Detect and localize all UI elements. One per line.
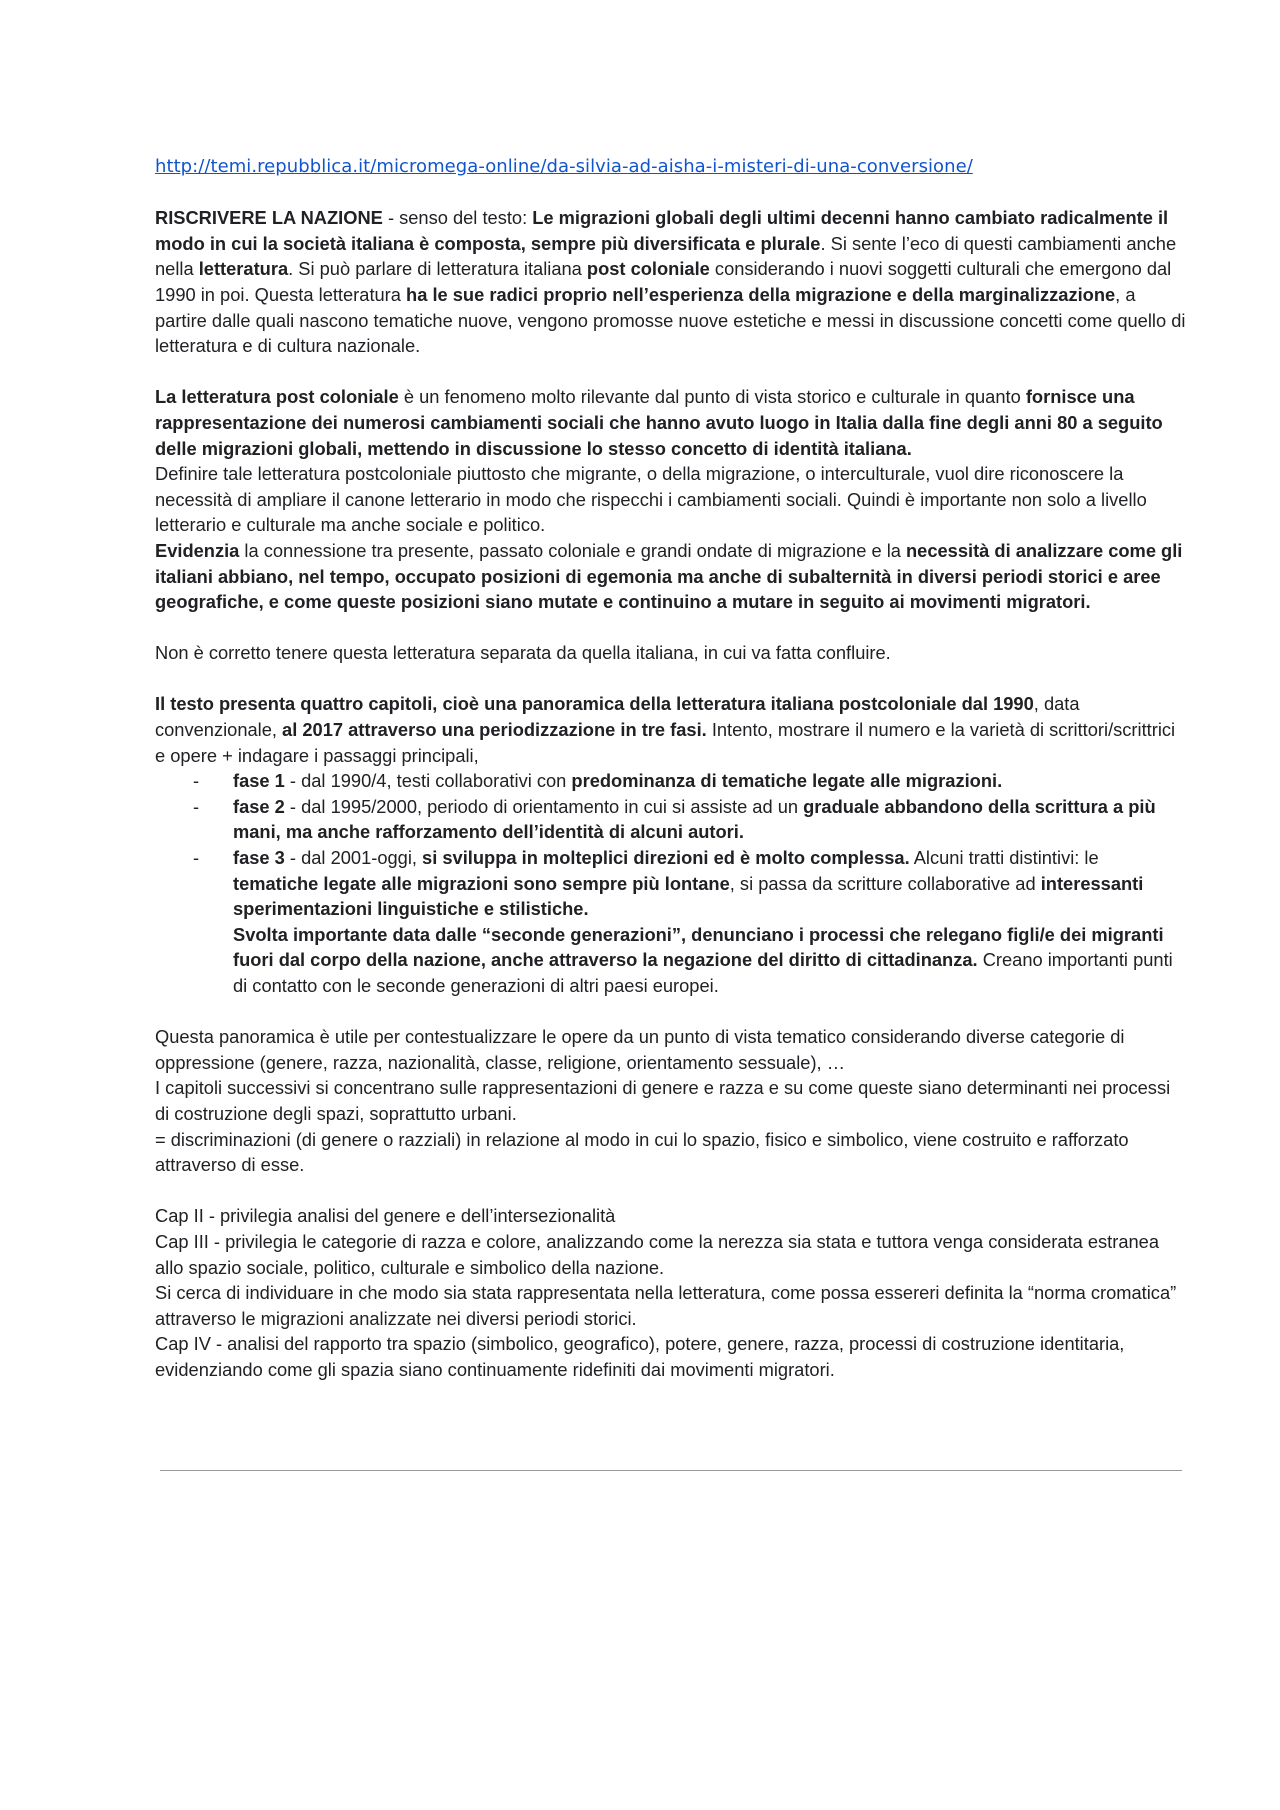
paragraph-evidenzia: Evidenzia la connessione tra presente, passato coloniale e grandi ondate di migrazione e la necessità di analizzare come gli italiani abbiano, nel tempo, occupato posizioni di egemonia ma anche di subalternità in diversi periodi storici e aree geografiche, e come queste posizioni siano mutate e continuino a mutare in seguito ai movimenti migratori. <box>155 539 1183 613</box>
list-item: - fase 2 - dal 1995/2000, periodo di orientamento in cui si assiste ad un graduale abbandono della scrittura a più mani, ma anche rafforzamento dell’identità di alcuni autori. <box>193 795 1156 843</box>
paragraph-riscrivere: RISCRIVERE LA NAZIONE - senso del testo: Le migrazioni globali degli ultimi decenni hanno cambiato radicalmente il modo in cui la società italiana è composta, sempre più diversificata e plurale. Si sente l’eco di questi cambiamenti anche nella letteratura. Si può parlare di letteratura italiana post coloniale considerando i nuovi soggetti culturali che emergono dal 1990 in poi. Questa letteratura ha le sue radici proprio nell’esperienza della migrazione e della marginalizzazione, a partire dalle quali nascono tematiche nuove, vengono promosse nuove estetiche e messi in discussione concetti come quello di letteratura e di cultura nazionale. <box>155 207 1186 357</box>
paragraph-norma-cromatica: Si cerca di individuare in che modo sia stata rappresentata nella letteratura, come possa essereri definita la “norma cromatica” attraverso le migrazioni analizzate nei diversi periodi storici. <box>155 1282 1177 1329</box>
paragraph-panoramica: Questa panoramica è utile per contestualizzare le opere da un punto di vista tematico considerando diverse categorie di oppressione (genere, razza, nazionalità, classe, religione, orientamento sessuale), … <box>155 1026 1125 1073</box>
paragraph-cap4: Cap IV - analisi del rapporto tra spazio (simbolico, geografico), potere, genere, razza, processi di costruzione identitaria, evidenziando come gli spazia siano continuamente ridefiniti dai movimenti migratori. <box>155 1333 1125 1380</box>
paragraph-postcoloniale: La letteratura post coloniale è un fenomeno molto rilevante dal punto di vista storico e culturale in quanto fornisce una rappresentazione dei numerosi cambiamenti sociali che hanno avuto luogo in Italia dalla fine degli anni 80 a seguito delle migrazioni globali, mettendo in discussione lo stesso concetto di identità italiana. <box>155 386 1163 459</box>
phases-list <box>155 768 1187 998</box>
paragraph-cap2: Cap II - privilegia analisi del genere e dell’intersezionalità <box>155 1205 616 1227</box>
paragraph-definire: Definire tale letteratura postcoloniale piuttosto che migrante, o della migrazione, o interculturale, vuol dire riconoscere la necessità di ampliare il canone letterario in modo che rispecchi i cambiamenti sociali. Quindi è importante non solo a livello letterario e culturale ma anche sociale e politico. <box>155 463 1147 536</box>
paragraph-non-corretto: Non è corretto tenere questa letteratura separata da quella italiana, in cui va fatta confluire. <box>155 642 891 664</box>
document-body <box>155 154 1187 1383</box>
paragraph-testo-presenta: Il testo presenta quattro capitoli, cioè una panoramica della letteratura italiana postcoloniale dal 1990, data convenzionale, al 2017 attraverso una periodizzazione in tre fasi. Intento, mostrare il numero e la varietà di scrittori/scrittrici e opere + indagare i passaggi principali, <box>155 693 1176 766</box>
bullet-dash: - <box>193 847 200 869</box>
paragraph-discriminazioni: = discriminazioni (di genere o razziali) in relazione al modo in cui lo spazio, fisico e simbolico, viene costruito e rafforzato attraverso di esse. <box>155 1128 1129 1176</box>
bullet-dash: - <box>193 795 200 817</box>
horizontal-divider <box>160 1470 1182 1471</box>
list-item: - fase 1 - dal 1990/4, testi collaborativi con predominanza di tematiche legate alle migrazioni. <box>155 768 1187 794</box>
section-title: RISCRIVERE LA NAZIONE <box>155 207 383 229</box>
bullet-dash: - <box>193 770 200 792</box>
list-item: - fase 3 - dal 2001-oggi, si sviluppa in molteplici direzioni ed è molto complessa. Alcuni tratti distintivi: le tematiche legate alle migrazioni sono sempre più lontane, si passa da scritture collaborative ad interessanti sperimentazioni linguistiche e stilistiche. Svolta importante data dalle “seconde generazioni”, denunciano i processi che relegano figli/e dei migranti fuori dal corpo della nazione, anche attraverso la negazione del diritto di cittadinanza. Creano importanti punti di contatto con le seconde generazioni di altri paesi europei. <box>193 847 1173 996</box>
paragraph-capitoli: I capitoli successivi si concentrano sulle rappresentazioni di genere e razza e su come queste siano determinanti nei processi di costruzione degli spazi, soprattutto urbani. <box>155 1077 1171 1124</box>
article-link[interactable]: http://temi.repubblica.it/micromega-online/da-silvia-ad-aisha-i-misteri-di-una-conversione/ <box>155 156 973 177</box>
paragraph-cap3: Cap III - privilegia le categorie di razza e colore, analizzando come la nerezza sia stata e tuttora venga considerata estranea allo spazio sociale, politico, culturale e simbolico della nazione. <box>155 1230 1159 1278</box>
